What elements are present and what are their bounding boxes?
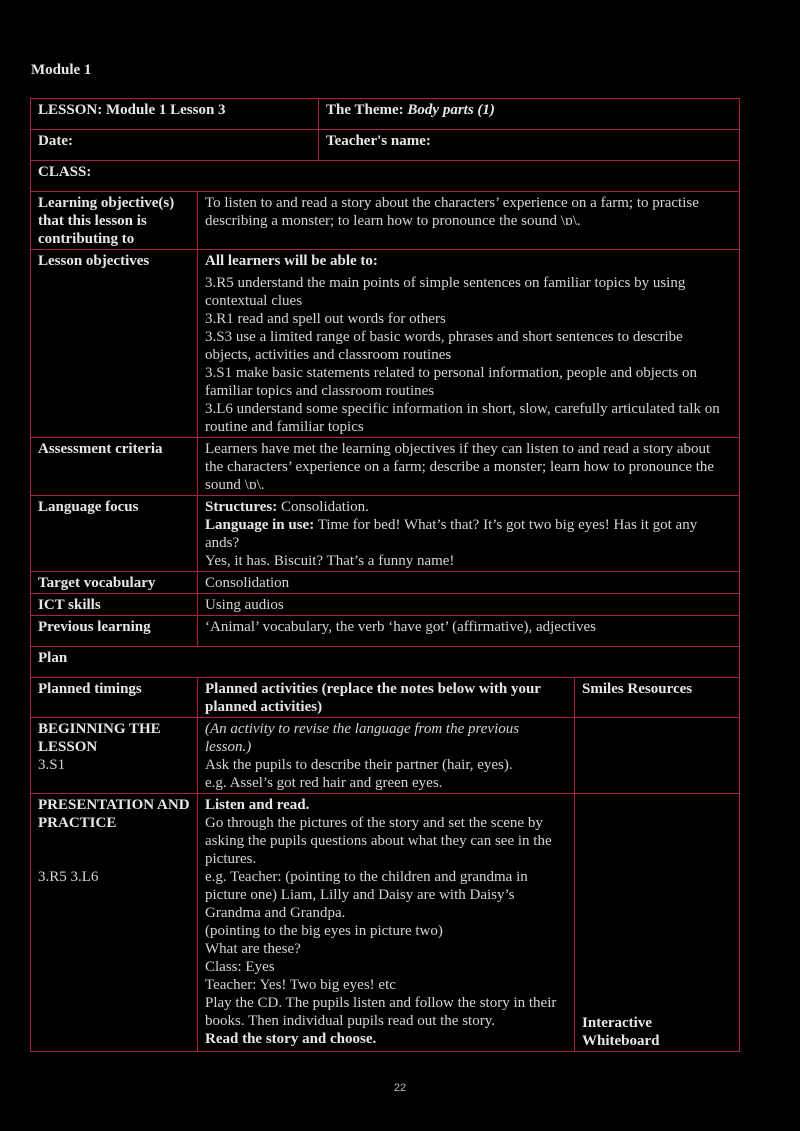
interactive-whiteboard-resource: Interactive Whiteboard	[582, 1015, 660, 1049]
presentation-stage-cell	[31, 794, 198, 1052]
structures-value: Consolidation.	[280, 499, 369, 515]
plan-label: Plan	[31, 647, 740, 678]
language-focus-cell	[198, 496, 740, 572]
assessment-label: Assessment criteria	[31, 438, 198, 496]
presentation-line: Go through the pictures of the story and set the scene by asking the pupils questions about what they can see in the pictures.	[205, 815, 552, 867]
previous-learning-label: Previous learning	[31, 616, 198, 647]
presentation-heading: Listen and read.	[205, 797, 310, 813]
lesson-row	[31, 99, 740, 130]
teacher-cell	[319, 130, 740, 161]
assessment-row	[31, 438, 740, 496]
assessment-value: Learners have met the learning objectives if they can listen to and read a story about the characters’ experience on a farm; describe a monster; learn how to pronounce the sound \ɒ\.	[198, 438, 740, 496]
beginning-row	[31, 718, 740, 794]
presentation-stage: PRESENTATION AND PRACTICE	[38, 797, 190, 831]
presentation-row	[31, 794, 740, 1052]
theme-value: Body parts (1)	[407, 102, 495, 118]
objective-item: 3.S3 use a limited range of basic words, phrases and short sentences to describe objects, activities and classroom routines	[205, 329, 683, 363]
language-in-use-label: Language in use:	[205, 517, 315, 533]
presentation-line: Play the CD. The pupils listen and follow the story in their books. Then individual pupils read out the story.	[205, 995, 557, 1029]
presentation-line: Class: Eyes	[205, 959, 275, 975]
beginning-resources-cell	[575, 718, 740, 794]
resources-header: Smiles Resources	[575, 678, 740, 718]
class-label: CLASS:	[38, 164, 92, 180]
presentation-resources-cell	[575, 794, 740, 1052]
theme-cell	[319, 99, 740, 130]
beginning-code: 3.S1	[38, 757, 66, 773]
learning-objectives-label: Learning objective(s) that this lesson is contributing to	[31, 192, 198, 250]
language-in-use-value-2: Yes, it has. Biscuit? That’s a funny name!	[205, 553, 455, 569]
learning-objectives-row	[31, 192, 740, 250]
date-label: Date:	[38, 133, 73, 149]
presentation-line: What are these?	[205, 941, 301, 957]
presentation-line: e.g. Teacher: (pointing to the children and grandma in picture one) Liam, Lilly and Daisy are with Daisy’s Grandma and Grandpa.	[205, 869, 528, 921]
class-row	[31, 161, 740, 192]
beginning-stage-cell	[31, 718, 198, 794]
class-cell	[31, 161, 740, 192]
previous-learning-row	[31, 616, 740, 647]
objective-item: 3.R5 understand the main points of simple sentences on familiar topics by using contextual clues	[205, 275, 686, 309]
lesson-objectives-heading: All learners will be able to:	[205, 253, 378, 269]
lesson-cell	[31, 99, 319, 130]
objective-item: 3.L6 understand some specific information in short, slow, carefully articulated talk on routine and familiar topics	[205, 401, 720, 435]
plan-row	[31, 647, 740, 678]
objective-item: 3.S1 make basic statements related to personal information, people and objects on familiar topics and classroom routines	[205, 365, 697, 399]
page-number: 22	[393, 1082, 407, 1094]
structures-label: Structures:	[205, 499, 278, 515]
lesson-label: LESSON: Module 1 Lesson 3	[38, 102, 226, 118]
beginning-line: e.g. Assel’s got red hair and green eyes.	[205, 775, 443, 791]
language-focus-label: Language focus	[31, 496, 198, 572]
target-vocab-label: Target vocabulary	[31, 572, 198, 594]
ict-label: ICT skills	[31, 594, 198, 616]
target-vocab-row	[31, 572, 740, 594]
language-focus-row	[31, 496, 740, 572]
date-cell	[31, 130, 319, 161]
language-in-use-value: Time for bed! What’s that? It’s got two big eyes! Has it got any ands?	[205, 517, 698, 551]
presentation-activities-cell	[198, 794, 575, 1052]
lesson-plan-table	[30, 98, 740, 1052]
planned-timings-header: Planned timings	[31, 678, 198, 718]
ict-value: Using audios	[198, 594, 740, 616]
lesson-objectives-label: Lesson objectives	[31, 250, 198, 438]
beginning-italic-note: (An activity to revise the language from the previous lesson.)	[205, 721, 520, 755]
presentation-closing: Read the story and choose.	[205, 1031, 377, 1047]
module-heading: Module 1	[31, 62, 92, 78]
ict-row	[31, 594, 740, 616]
beginning-stage: BEGINNING THE LESSON	[38, 721, 161, 755]
theme-label: The Theme:	[326, 102, 404, 118]
learning-objectives-value: To listen to and read a story about the characters’ experience on a farm; to practise describing a monster; to learn how to pronounce the sound \ɒ\.	[198, 192, 740, 250]
beginning-activities-cell	[198, 718, 575, 794]
previous-learning-value: ‘Animal’ vocabulary, the verb ‘have got’ (affirmative), adjectives	[198, 616, 740, 647]
lesson-objectives-row	[31, 250, 740, 438]
presentation-code: 3.R5 3.L6	[38, 869, 99, 885]
target-vocab-value: Consolidation	[198, 572, 740, 594]
beginning-line: Ask the pupils to describe their partner (hair, eyes).	[205, 757, 513, 773]
objective-item: 3.R1 read and spell out words for others	[205, 311, 446, 327]
presentation-line: (pointing to the big eyes in picture two)	[205, 923, 443, 939]
presentation-line: Teacher: Yes! Two big eyes! etc	[205, 977, 396, 993]
planned-activities-header: Planned activities (replace the notes below with your planned activities)	[198, 678, 575, 718]
lesson-objectives-cell	[198, 250, 740, 438]
teacher-label: Teacher's name:	[326, 133, 431, 149]
plan-header-row	[31, 678, 740, 718]
date-row	[31, 130, 740, 161]
